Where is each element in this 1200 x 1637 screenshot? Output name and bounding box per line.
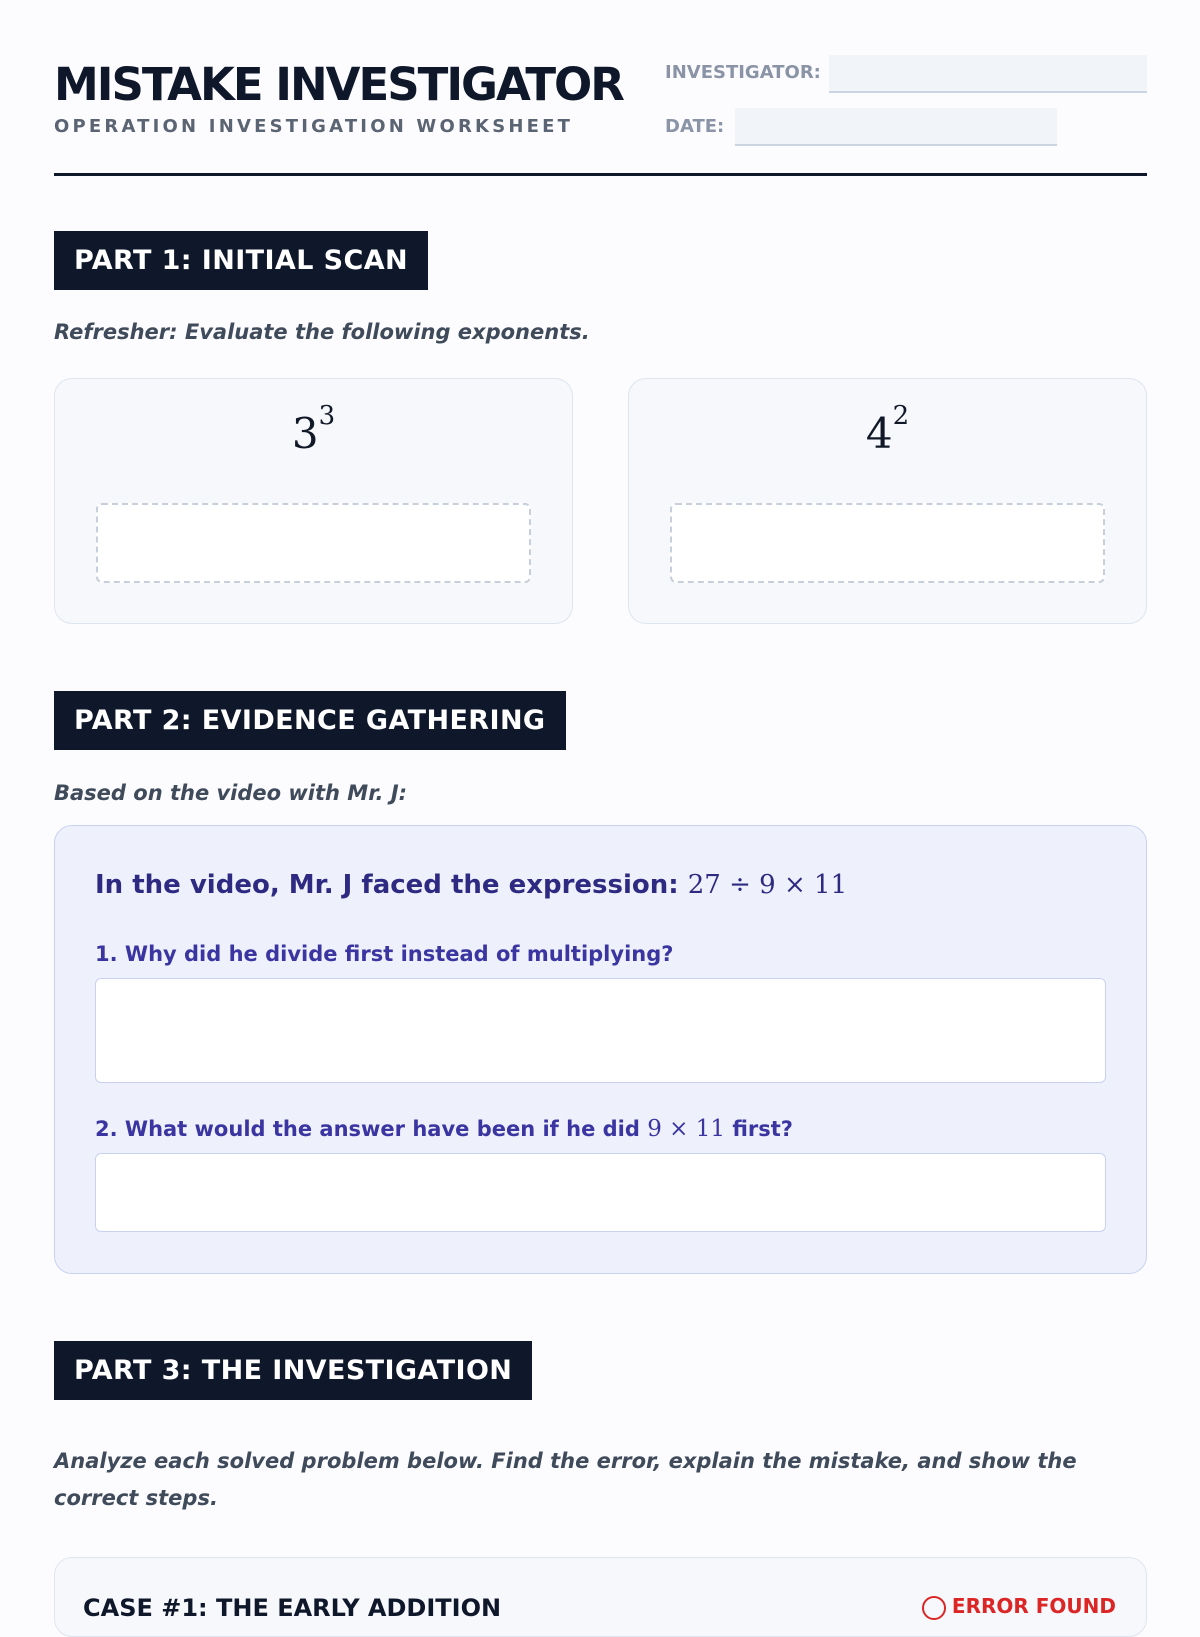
case-1-title: CASE #1: THE EARLY ADDITION: [83, 1594, 502, 1622]
question-2-answer[interactable]: [95, 1153, 1106, 1232]
part3-heading: PART 3: THE INVESTIGATION: [54, 1341, 532, 1400]
question-2-expression: 9 × 11: [647, 1116, 725, 1142]
evidence-panel: [54, 825, 1147, 1274]
part1-heading: PART 1: INITIAL SCAN: [54, 231, 428, 290]
part3-instruction: Analyze each solved problem below. Find the error, explain the mistake, and show the correct steps.: [54, 1449, 1077, 1510]
question-2: [95, 1116, 793, 1142]
video-prompt-expression: 27 ÷ 9 × 11: [687, 870, 848, 900]
exponent-power: 3: [318, 401, 336, 431]
case-card-1: [54, 1557, 1147, 1637]
exponent-expression: [629, 401, 1146, 458]
worksheet-subtitle: OPERATION INVESTIGATION WORKSHEET: [54, 116, 574, 137]
exponent-base: 4: [865, 409, 893, 458]
date-label: DATE:: [665, 116, 725, 137]
exponent-expression: [55, 401, 572, 458]
date-field[interactable]: [735, 108, 1057, 146]
video-prompt: [95, 870, 847, 900]
part2-instruction: Based on the video with Mr. J:: [54, 781, 408, 805]
exponent-base: 3: [291, 409, 319, 458]
exponent-card-2: [628, 378, 1147, 624]
exponent-power: 2: [892, 401, 910, 431]
answer-box[interactable]: [96, 503, 531, 583]
question-1: 1. Why did he divide first instead of multiplying?: [95, 942, 674, 966]
answer-box[interactable]: [670, 503, 1105, 583]
question-1-answer[interactable]: [95, 978, 1106, 1083]
part1-instruction: Refresher: Evaluate the following exponents.: [54, 320, 590, 344]
worksheet-title: MISTAKE INVESTIGATOR: [54, 58, 623, 111]
part2-heading: PART 2: EVIDENCE GATHERING: [54, 691, 566, 750]
error-found-badge: [922, 1594, 1116, 1620]
investigator-field[interactable]: [829, 55, 1147, 93]
exponent-card-1: [54, 378, 573, 624]
error-found-label: ERROR FOUND: [951, 1594, 1116, 1618]
investigator-label: INVESTIGATOR:: [665, 62, 821, 83]
video-prompt-text: In the video, Mr. J faced the expression:: [95, 870, 679, 900]
alert-circle-icon: [922, 1596, 946, 1620]
question-2-suffix: first?: [732, 1117, 793, 1141]
question-2-prefix: 2. What would the answer have been if he did: [95, 1117, 640, 1141]
